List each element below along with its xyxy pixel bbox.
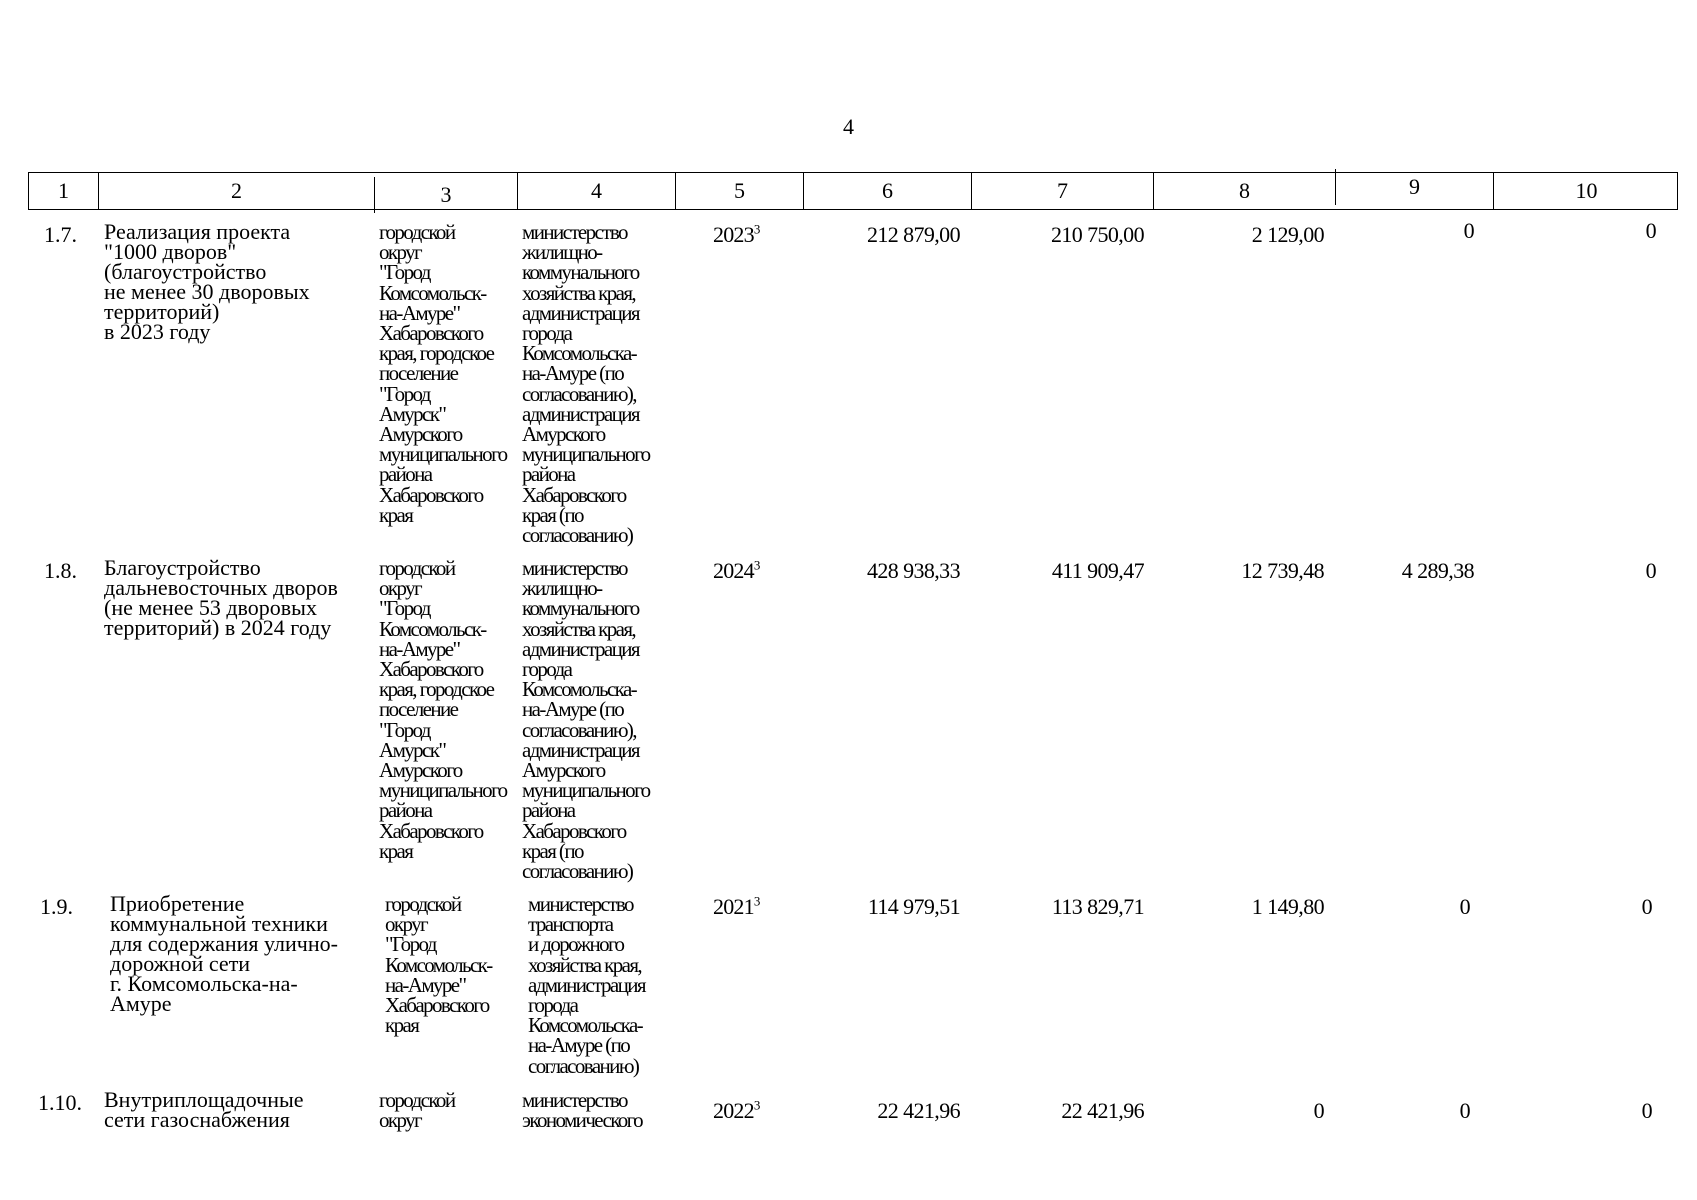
measure-name: Внутриплощадочные сети газоснабжения [104,1087,304,1132]
year-footnote: 3 [753,557,761,573]
value-col-6: 22 421,96 [877,1098,960,1123]
header-col-4: 4 [517,173,675,209]
value-col-6: 428 938,33 [866,558,960,583]
header-col-7: 7 [971,173,1153,209]
year-footnote: 3 [753,893,761,909]
value-col-7: 411 909,47 [1051,558,1144,583]
header-col-9: 9 [1335,169,1493,205]
value-col-10: 0 [1645,558,1656,583]
value-col-10: 0 [1641,894,1652,919]
value-col-7: 22 421,96 [1061,1098,1144,1123]
header-col-10: 10 [1493,173,1679,209]
page-number: 4 [843,114,854,139]
territory: городской округ "Город Комсомольск- на-Амуре" Хабаровского края [385,892,492,1038]
value-col-9: 0 [1463,218,1474,243]
territory: городской округ "Город Комсомольск- на-Амуре" Хабаровского края, городское поселение "Город Амурск" Амурского муниципального района Хабаровского края [379,556,507,863]
year: 2021$^3$ [713,893,761,919]
value-col-6: 212 879,00 [866,222,960,247]
year-footnote: 3 [753,1097,761,1113]
executor: министерство жилищно- коммунального хозяйства края, администрация города Комсомольска- на-Амуре (по согласованию), администрация Амурского муниципального района Хабаровского края (по согласованию) [522,220,650,548]
measure-name: Реализация проекта "1000 дворов" (благоустройство не менее 30 дворовых территорий) в 2023 году [104,219,310,344]
executor: министерство жилищно- коммунального хозяйства края, администрация города Комсомольска- на-Амуре (по согласованию), администрация Амурского муниципального района Хабаровского края (по согласованию) [522,556,650,884]
header-col-3: 3 [374,177,517,213]
measure-name: Приобретение коммунальной техники для содержания улично- дорожной сети г. Комсомольска-на- Амуре [110,891,338,1016]
value-col-8: 0 [1313,1098,1324,1123]
value-col-7: 113 829,71 [1051,894,1144,919]
executor: министерство экономического [522,1088,643,1133]
value-col-7: 210 750,00 [1050,222,1144,247]
territory: городской округ "Город Комсомольск- на-Амуре" Хабаровского края, городское поселение "Город Амурск" Амурского муниципального района Хабаровского края [379,220,507,527]
value-col-8: 2 129,00 [1251,222,1324,247]
territory: городской округ [379,1088,455,1133]
row-number: 1.8. [44,558,77,583]
value-col-6: 114 979,51 [867,894,960,919]
header-col-8: 8 [1153,173,1335,209]
row-number: 1.9. [40,894,73,919]
header-col-1: 1 [58,178,69,203]
header-col-6: 6 [803,173,971,209]
value-col-9: 4 289,38 [1401,558,1474,583]
year: 2023$^3$ [713,221,761,247]
value-col-10: 0 [1641,1098,1652,1123]
value-col-9: 0 [1459,1098,1470,1123]
year: 2024$^3$ [713,557,761,583]
table-header-row [28,172,1678,210]
value-col-8: 12 739,48 [1241,558,1324,583]
year-footnote: 3 [753,221,761,237]
header-col-5: 5 [675,173,803,209]
measure-name: Благоустройство дальневосточных дворов (не менее 53 дворовых территорий) в 2024 году [104,555,338,640]
value-col-10: 0 [1645,218,1656,243]
row-number: 1.10. [38,1090,82,1115]
value-col-8: 1 149,80 [1251,894,1324,919]
year: 2022$^3$ [713,1097,761,1123]
value-col-9: 0 [1459,894,1470,919]
row-number: 1.7. [44,222,77,247]
header-col-2: 2 [98,173,374,209]
executor: министерство транспорта и дорожного хозяйства края, администрация города Комсомольска- на-Амуре (по согласованию) [528,892,645,1078]
